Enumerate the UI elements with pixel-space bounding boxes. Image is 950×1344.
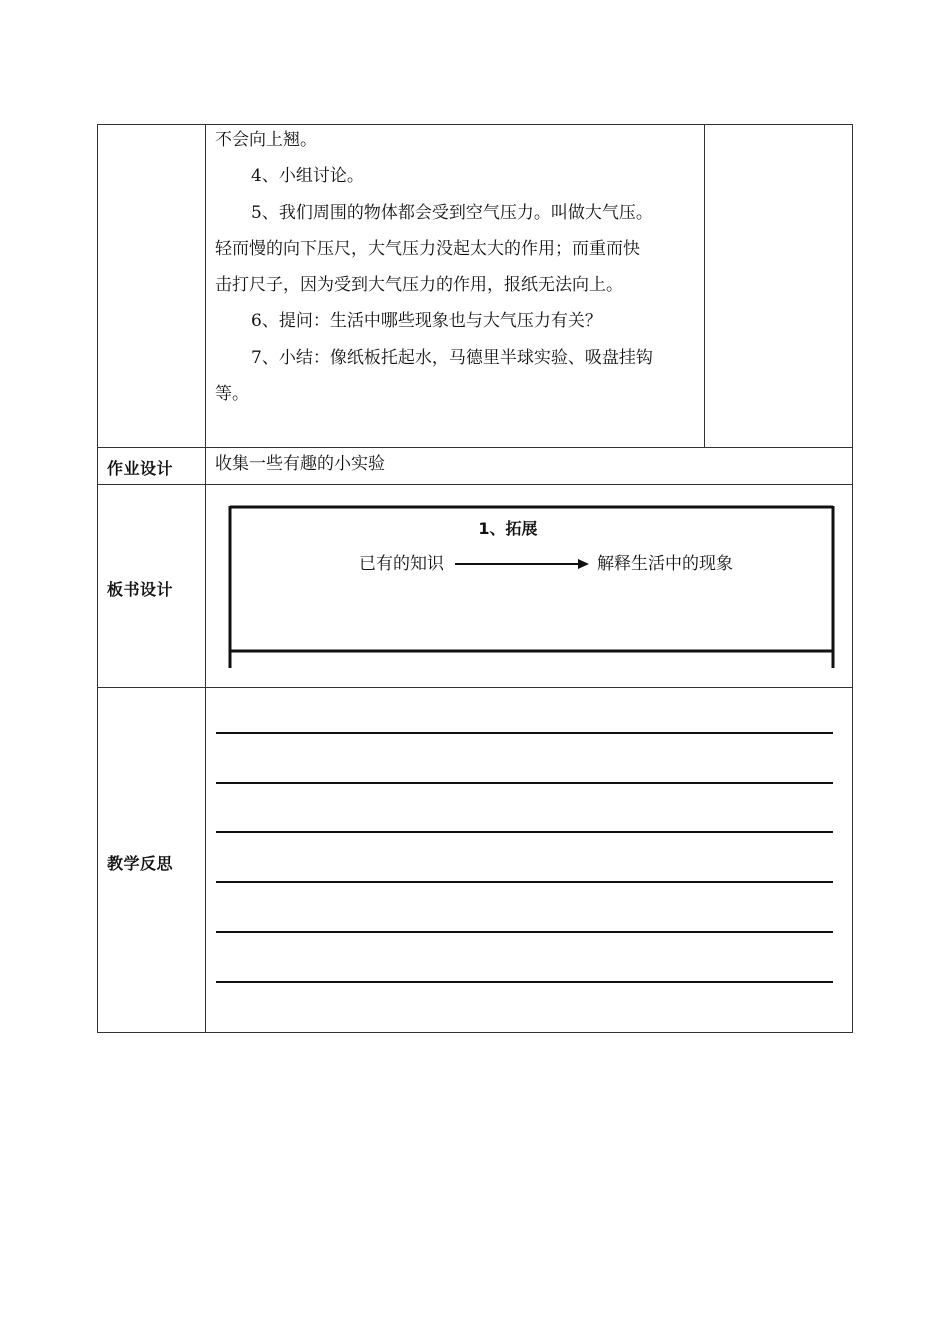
content-line: 6、提问：生活中哪些现象也与大气压力有关？ <box>251 311 602 332</box>
homework-label: 作业设计 <box>107 459 174 478</box>
writing-line <box>216 881 833 883</box>
content-line: 4、小组讨论。 <box>251 166 364 187</box>
homework-text: 收集一些有趣的小实验 <box>215 454 385 474</box>
content-line: 击打尺子，因为受到大气压力的作用，报纸无法向上。 <box>215 275 623 296</box>
writing-line <box>216 831 833 833</box>
reflection-label: 教学反思 <box>107 854 174 873</box>
content-line: 轻而慢的向下压尺，大气压力没起太大的作用；而重而快 <box>215 238 640 259</box>
board-from-text: 已有的知识 <box>359 554 444 574</box>
board-title: 1、拓展 <box>478 519 538 538</box>
content-line: 不会向上翘。 <box>215 130 317 150</box>
board-design-label: 板书设计 <box>107 580 174 599</box>
content-line: 7、小结：像纸板托起水，马德里半球实验、吸盘挂钩 <box>251 347 653 368</box>
content-line: 等。 <box>215 384 249 405</box>
writing-line <box>216 732 833 734</box>
writing-line <box>216 931 833 933</box>
writing-line <box>216 981 833 983</box>
board-to-text: 解释生活中的现象 <box>597 554 733 574</box>
content-line: 5、我们周围的物体都会受到空气压力。叫做大气压。 <box>251 202 653 223</box>
arrow-icon <box>455 559 589 569</box>
writing-line <box>216 782 833 784</box>
